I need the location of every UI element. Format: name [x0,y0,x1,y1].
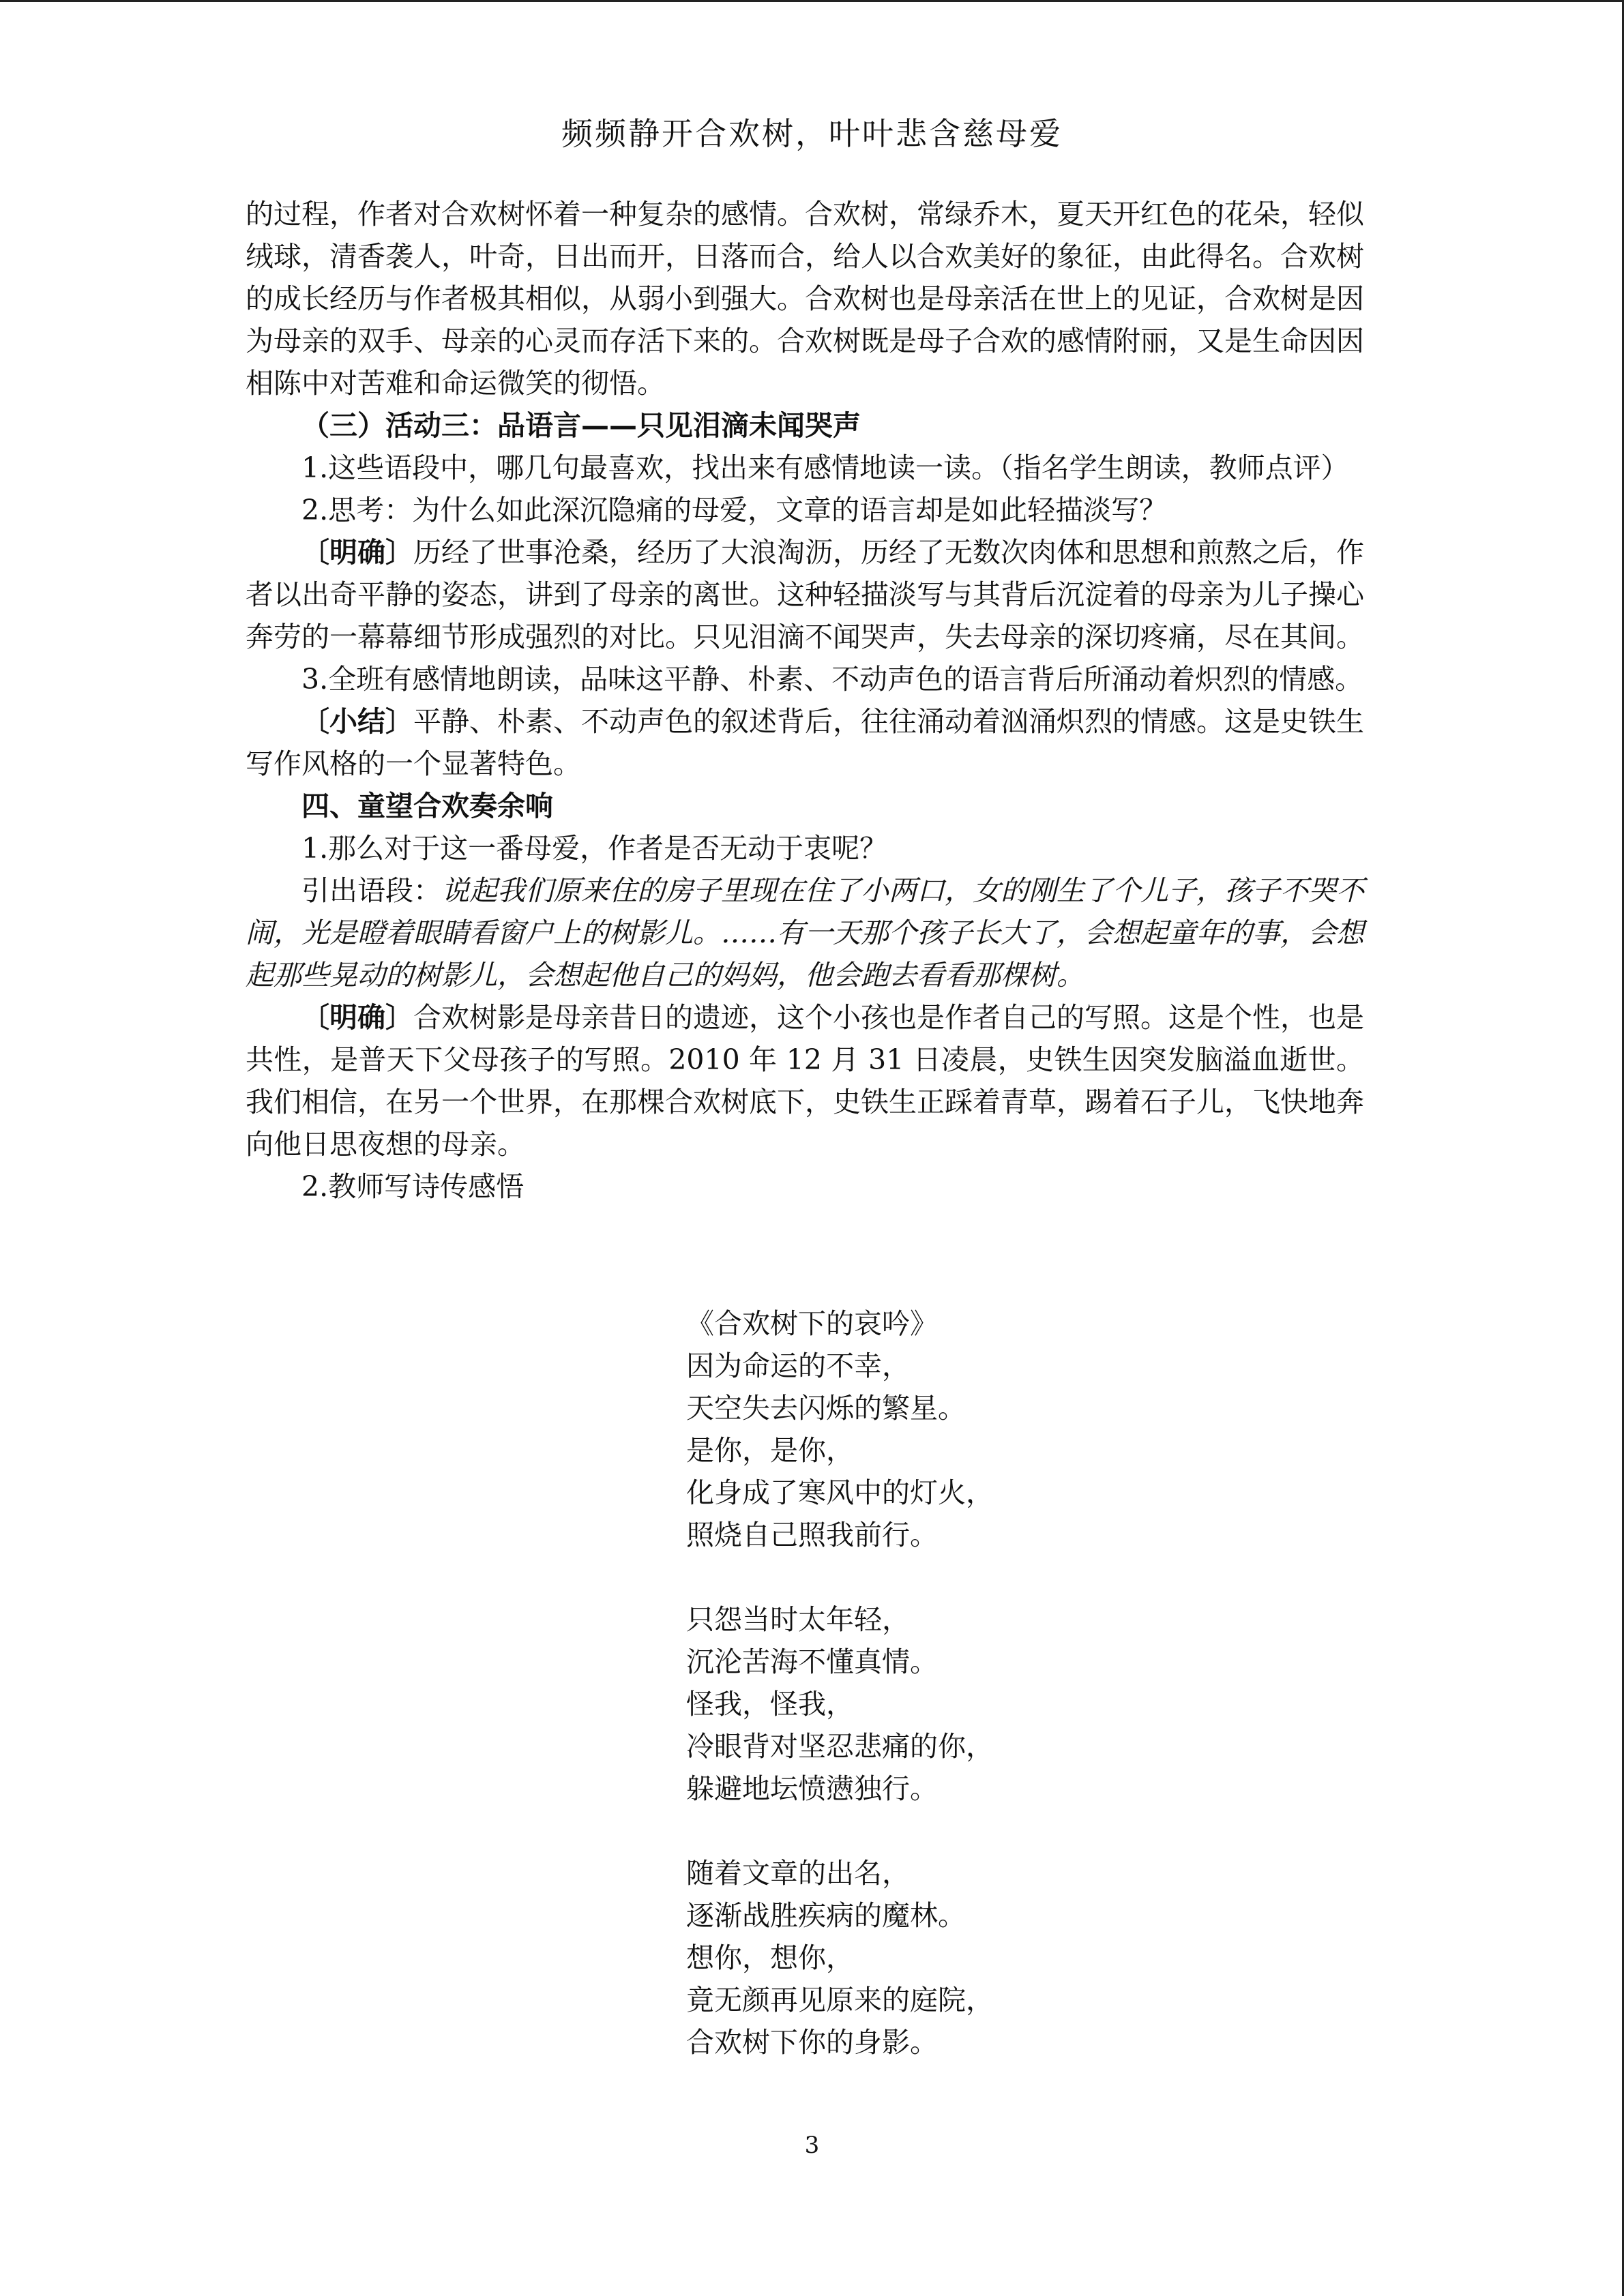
paragraph-class-reading: 3.全班有感情地朗读，品味这平静、朴素、不动声色的语言背后所涌动着炽烈的情感。 [301,663,1363,696]
poem-line: 天空失去闪烁的繁星。 [686,1392,966,1425]
paragraph-quote [246,869,1364,996]
page-header-title: 频频静开合欢树，叶叶悲含慈母爱 [561,115,1063,152]
paragraph-clarify-2 [246,996,1364,1165]
poem-line: 化身成了寒风中的灯火， [686,1476,994,1509]
poem-line: 怪我，怪我， [686,1688,854,1720]
poem-line: 照烧自己照我前行。 [686,1519,938,1551]
paragraph-hehuan-description: 的过程，作者对合欢树怀着一种复杂的感情。合欢树，常绿乔木，夏天开红色的花朵，轻似绒球，清香袭人，叶奇，日出而开，日落而合，给人以合欢美好的象征，由此得名。合欢树的成长经历与作者极其相似，从弱小到强大。合欢树也是母亲活在世上的见证，合欢树是因为母亲的双手、母亲的心灵而存活下来的。合欢树既是母子合欢的感情附丽，又是生命因因相陈中对苦难和命运微笑的彻悟。 [246,198,1364,400]
poem-line: 冷眼背对坚忍悲痛的你， [686,1730,994,1763]
poem-line: 沉沦苦海不懂真情。 [686,1645,938,1678]
poem-line: 随着文章的出名， [686,1857,910,1890]
quote-lead: 引出语段： [301,874,441,907]
poem-block [686,1302,994,2063]
quote-text: 说起我们原来住的房子里现在住了小两口，女的刚生了个儿子，孩子不哭不闹，光是瞪着眼睛看窗户上的树影儿。……有一天那个孩子长大了，会想起童年的事，会想起那些晃动的树影儿，会想起他自己的妈妈，他会跑去看看那棵树。 [246,874,1364,992]
poem-line: 竟无颜再见原来的庭院， [686,1984,994,2016]
poem-stanza [686,1598,994,1810]
clarify-label: 〔明确〕 [301,536,413,569]
paragraph-summary [246,700,1364,785]
clarify-label-2: 〔明确〕 [301,1001,413,1034]
paragraph-question-1: 1.那么对于这一番母爱，作者是否无动于衷呢？ [301,832,888,865]
poem-line: 是你，是你， [686,1434,854,1467]
poem-title: 《合欢树下的哀吟》 [686,1307,938,1340]
summary-label: 〔小结〕 [301,705,413,738]
poem-line: 因为命运的不幸， [686,1350,910,1382]
poem-stanza [686,1852,994,2063]
poem-line: 合欢树下你的身影。 [686,2026,938,2059]
paragraph-read-aloud: 1.这些语段中，哪几句最喜欢，找出来有感情地读一读。（指名学生朗读，教师点评） [301,451,1349,484]
poem-line: 逐渐战胜疾病的魔林。 [686,1899,966,1932]
summary-text: 平静、朴素、不动声色的叙述背后，往往涌动着汹涌炽烈的情感。这是史铁生写作风格的一个显著特色。 [246,705,1364,780]
clarify-text: 历经了世事沧桑，经历了大浪淘沥，历经了无数次肉体和思想和煎熬之后，作者以出奇平静的姿态，讲到了母亲的离世。这种轻描淡写与其背后沉淀着的母亲为儿子操心奔劳的一幕幕细节形成强烈的对比。只见泪滴不闻哭声，失去母亲的深切疼痛，尽在其间。 [246,536,1364,653]
poem-line: 躲避地坛愤懑独行。 [686,1772,938,1805]
paragraph-teacher-poem: 2.教师写诗传感悟 [301,1170,525,1203]
paragraph-clarify-1 [246,531,1364,658]
activity3-heading: （三）活动三：品语言——只见泪滴未闻哭声 [301,409,861,442]
clarify-text-2: 合欢树影是母亲昔日的遗迹，这个小孩也是作者自己的写照。这是个性，也是共性，是普天下父母孩子的写照。2010 年 12 月 31 日凌晨，史铁生因突发脑溢血逝世。我们相信，在另一个世界，在那棵合欢树底下，史铁生正踩着青草，踢着石子儿，飞快地奔向他日思夜想的母亲。 [246,1001,1364,1161]
poem-line: 只怨当时太年轻， [686,1603,910,1636]
poem-line: 想你，想你， [686,1941,854,1974]
document-body [246,193,1364,1208]
top-border-line [0,0,1624,2]
paragraph-think-question: 2.思考：为什么如此深沉隐痛的母爱，文章的语言却是如此轻描淡写？ [301,494,1168,526]
page-number: 3 [804,2132,820,2159]
section4-heading: 四、童望合欢奏余响 [301,790,553,822]
poem-stanza [686,1345,994,1556]
